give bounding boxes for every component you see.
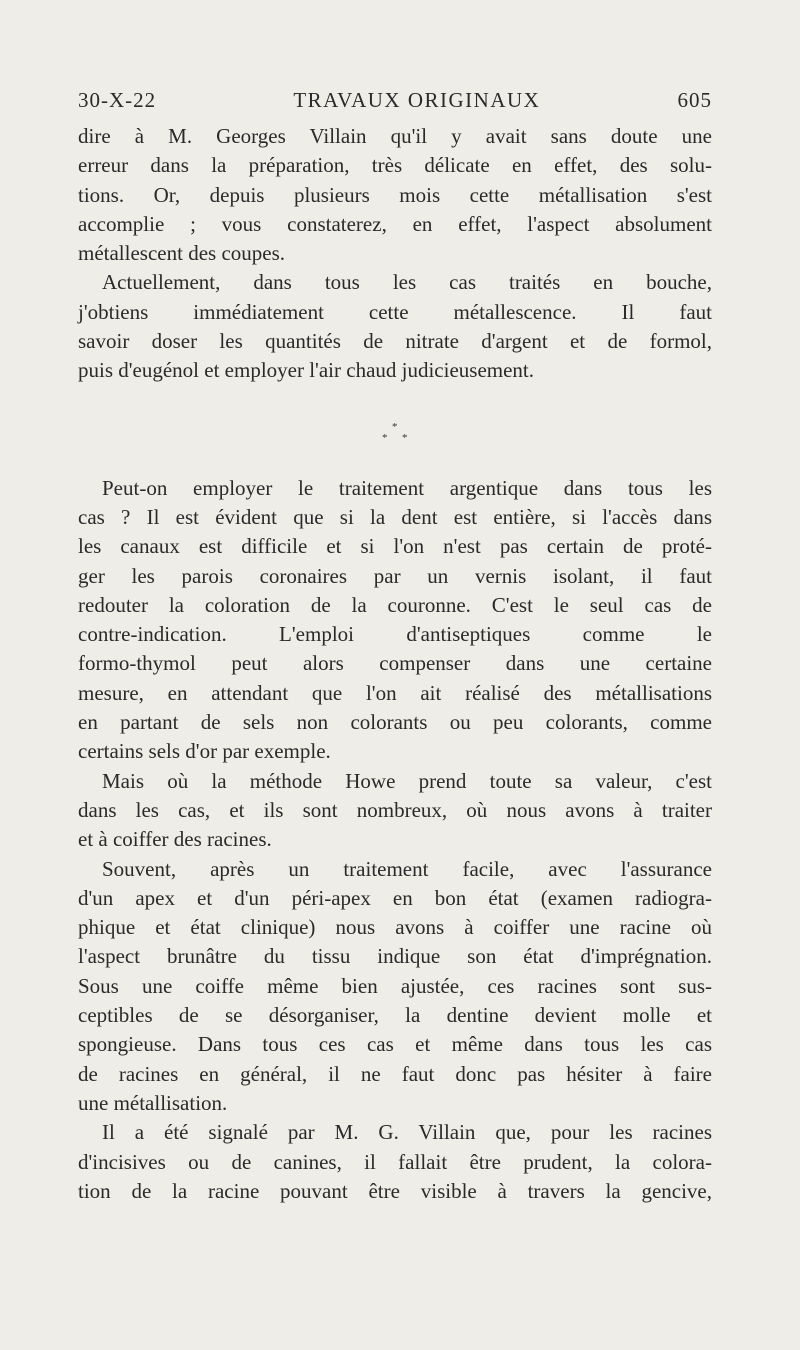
text-line: phique et état clinique) nous avons à coiffer une racine où [78, 915, 712, 940]
star-mark: * [402, 431, 408, 444]
text-line: l'aspect brunâtre du tissu indique son état d'imprégnation. [78, 944, 712, 969]
text-line: Souvent, après un traitement facile, avec l'assurance [102, 856, 712, 881]
text-line: spongieuse. Dans tous ces cas et même dans tous les cas [78, 1032, 712, 1057]
text-line: tion de la racine pouvant être visible à travers la gencive, [78, 1178, 712, 1203]
text-line: formo-thymol peut alors compenser dans une certaine [78, 651, 712, 676]
page-number: 605 [677, 88, 712, 112]
text-line: en partant de sels non colorants ou peu colorants, comme [78, 710, 712, 735]
star-mark: * [382, 431, 388, 444]
asterism-separator [78, 386, 712, 474]
text-line: contre-indication. L'emploi d'antiseptiques comme le [78, 622, 712, 647]
text-line: Il a été signalé par M. G. Villain que, pour les racines [102, 1120, 712, 1145]
text-line: une métallisation. [78, 1090, 228, 1115]
text-line: dans les cas, et ils sont nombreux, où nous avons à traiter [78, 797, 712, 822]
text-line: Actuellement, dans tous les cas traités en bouche, [102, 270, 712, 295]
text-line: Mais où la méthode Howe prend toute sa valeur, c'est [102, 768, 712, 793]
text-line: mesure, en attendant que l'on ait réalisé des métallisations [78, 680, 712, 705]
document-page [78, 88, 712, 1206]
body-text [78, 122, 712, 1206]
text-line: d'un apex et d'un péri-apex en bon état (examen radiogra- [78, 885, 712, 910]
text-line: Peut-on employer le traitement argentique dans tous les [102, 475, 712, 500]
text-line: et à coiffer des racines. [78, 827, 272, 852]
text-line: dire à M. Georges Villain qu'il y avait sans doute une [78, 124, 712, 148]
text-line: erreur dans la préparation, très délicate en effet, des solu- [78, 153, 712, 178]
text-line: certains sels d'or par exemple. [78, 739, 331, 764]
text-line: savoir doser les quantités de nitrate d'argent et de formol, [78, 329, 712, 354]
text-line: cas ? Il est évident que si la dent est entière, si l'accès dans [78, 504, 712, 529]
text-line: j'obtiens immédiatement cette métallescence. Il faut [78, 299, 712, 324]
text-line: redouter la coloration de la couronne. C'est le seul cas de [78, 592, 712, 617]
running-header [78, 88, 712, 122]
text-line: ger les parois coronaires par un vernis isolant, il faut [78, 563, 712, 588]
text-line: accomplie ; vous constaterez, en effet, l'aspect absolument [78, 211, 712, 236]
text-line: Sous une coiffe même bien ajustée, ces racines sont sus- [78, 973, 712, 998]
text-line: puis d'eugénol et employer l'air chaud judicieusement. [78, 358, 535, 383]
header-date: 30-X-22 [78, 88, 157, 112]
text-line: les canaux est difficile et si l'on n'est pas certain de proté- [78, 534, 712, 559]
text-line: d'incisives ou de canines, il fallait être prudent, la colora- [78, 1149, 712, 1174]
star-mark: * [392, 420, 398, 433]
header-title: TRAVAUX ORIGINAUX [293, 88, 541, 112]
text-line: ceptibles de se désorganiser, la dentine devient molle et [78, 1003, 712, 1028]
text-line: tions. Or, depuis plusieurs mois cette métallisation s'est [78, 182, 712, 207]
text-line: de racines en général, il ne faut donc pas hésiter à faire [78, 1061, 712, 1086]
text-line: métallescent des coupes. [78, 241, 286, 266]
